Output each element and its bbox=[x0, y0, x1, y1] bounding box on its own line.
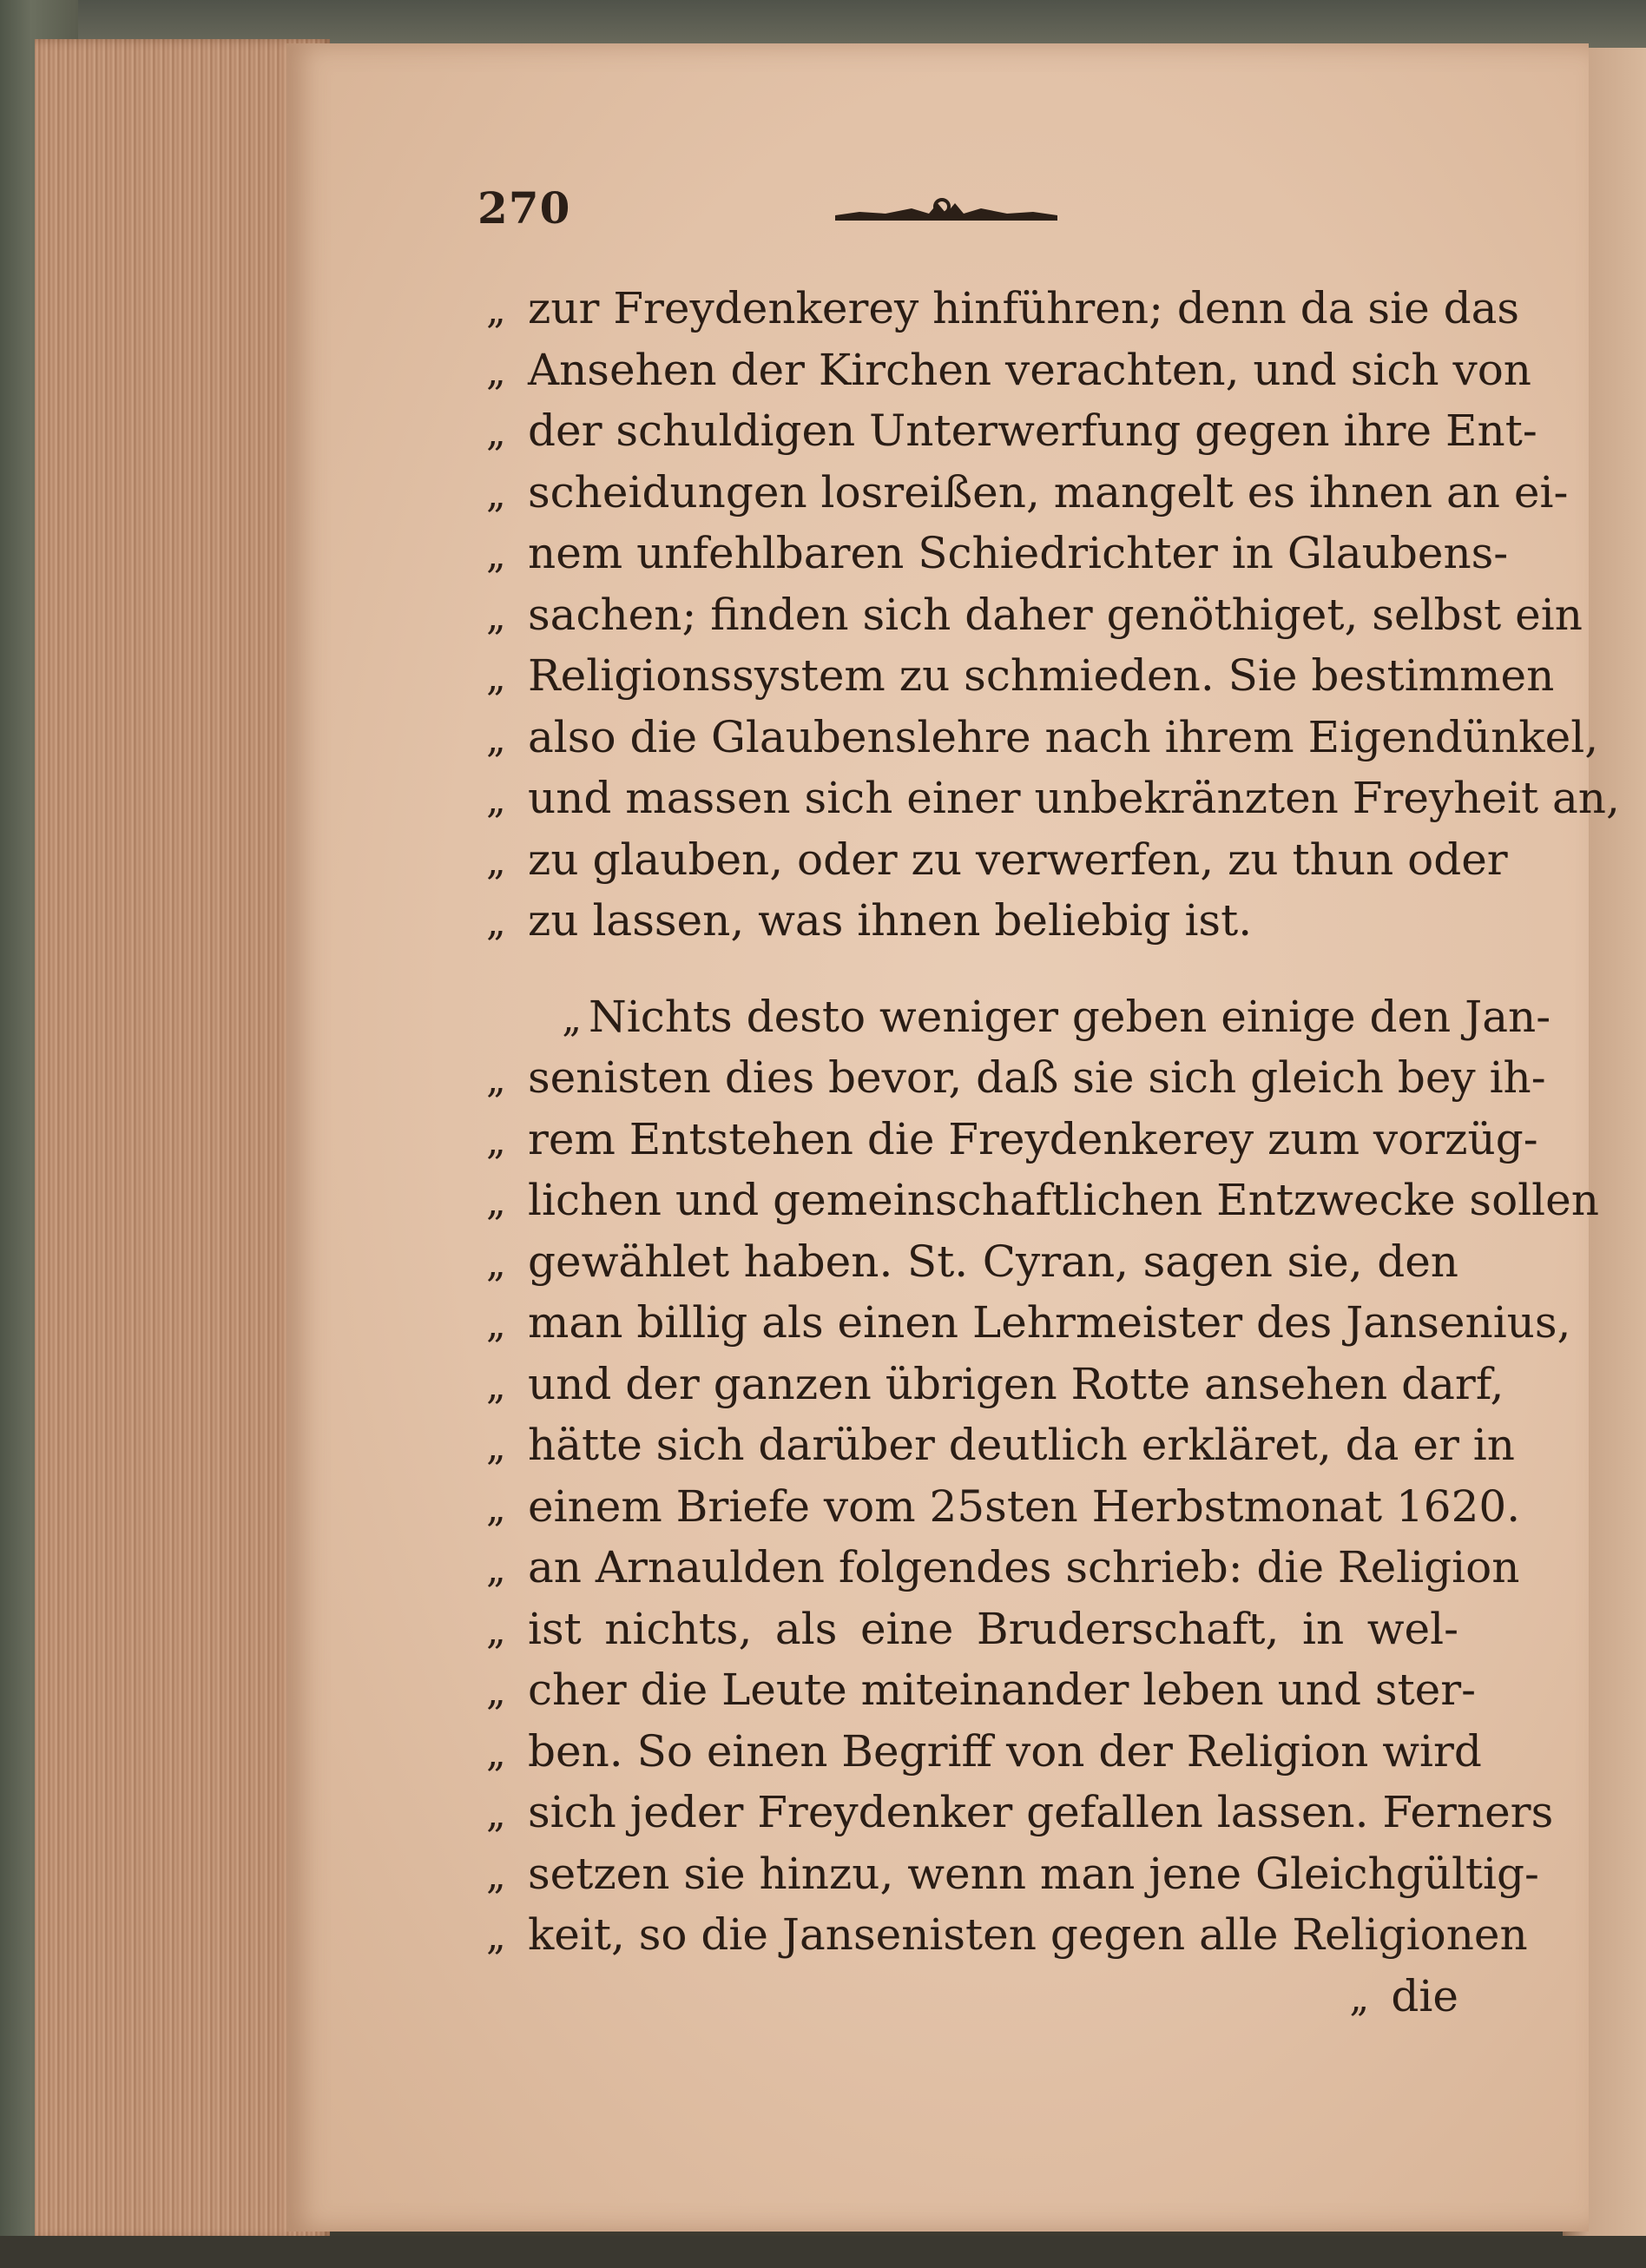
quote-mark: „ bbox=[486, 594, 506, 639]
line-text: sich jeder Freydenker gefallen lassen. Ferners bbox=[528, 1787, 1554, 1837]
quote-mark: „ bbox=[486, 1608, 506, 1653]
quote-mark: „ bbox=[486, 1670, 506, 1714]
header-ornament-icon bbox=[833, 194, 1059, 226]
paragraph-gap bbox=[486, 952, 1458, 986]
text-line bbox=[486, 462, 1569, 524]
page-number: 270 bbox=[477, 182, 571, 234]
text-line bbox=[486, 1599, 1458, 1660]
text-line bbox=[486, 1537, 1520, 1599]
text-line bbox=[486, 1354, 1504, 1415]
quote-mark: „ bbox=[486, 349, 506, 394]
line-text: ben. So einen Begriff von der Religion wird bbox=[528, 1725, 1482, 1777]
quote-mark: „ bbox=[486, 1425, 506, 1469]
line-text: Religionssystem zu schmieden. Sie bestimmen bbox=[528, 650, 1555, 701]
page-text bbox=[486, 278, 1620, 2027]
line-text: zur Freydenkerey hinführen; denn da sie das bbox=[528, 283, 1520, 333]
line-text: und der ganzen übrigen Rotte ansehen darf, bbox=[528, 1358, 1504, 1409]
quote-mark: „ bbox=[486, 1363, 506, 1408]
line-text: cher die Leute miteinander leben und ster- bbox=[528, 1665, 1477, 1715]
text-line bbox=[486, 1047, 1546, 1109]
line-text: an Arnaulden folgendes schrieb: die Religion bbox=[528, 1542, 1520, 1592]
text-line bbox=[486, 1843, 1539, 1905]
quote-mark: „ bbox=[486, 471, 506, 517]
text-line bbox=[486, 1476, 1521, 1538]
quote-mark: „ bbox=[486, 1792, 506, 1836]
line-text: setzen sie hinzu, wenn man jene Gleichgültig- bbox=[528, 1848, 1539, 1899]
quote-mark: „ bbox=[486, 533, 506, 577]
line-text: der schuldigen Unterwerfung gegen ihre Ent- bbox=[528, 405, 1537, 456]
line-text: und massen sich einer unbekränzten Freyheit an, bbox=[528, 773, 1620, 823]
page-header bbox=[477, 182, 1467, 234]
quote-mark: „ bbox=[486, 1180, 506, 1224]
text-line bbox=[486, 645, 1555, 707]
line-text: senisten dies bevor, daß sie sich gleich bey ih- bbox=[528, 1052, 1546, 1103]
text-line bbox=[486, 768, 1620, 829]
text-line bbox=[486, 523, 1509, 584]
text-line bbox=[486, 1782, 1554, 1843]
line-text: scheidungen losreißen, mangelt es ihnen an ei- bbox=[528, 466, 1569, 518]
text-line bbox=[486, 890, 1458, 952]
text-line bbox=[486, 1659, 1477, 1721]
quote-mark: „ bbox=[486, 1118, 506, 1164]
line-text: lichen und gemeinschaftlichen Entzwecke sollen bbox=[528, 1175, 1599, 1225]
line-text: zu glauben, oder zu verwerfen, zu thun oder bbox=[528, 834, 1508, 885]
line-text: sachen; finden sich daher genöthiget, selbst ein bbox=[528, 589, 1583, 640]
catchword: die bbox=[1391, 1970, 1458, 2021]
text-line bbox=[486, 400, 1537, 462]
line-text: gewählet haben. St. Cyran, sagen sie, den bbox=[528, 1236, 1458, 1287]
book-shadow-bottom bbox=[0, 2236, 1646, 2268]
text-line bbox=[486, 1109, 1538, 1170]
text-line bbox=[486, 707, 1599, 768]
text-line bbox=[486, 278, 1520, 340]
quote-mark: „ bbox=[486, 1853, 506, 1898]
text-line bbox=[486, 1721, 1482, 1783]
line-text: rem Entstehen die Freydenkerey zum vorzüg- bbox=[528, 1113, 1538, 1164]
text-line bbox=[486, 1170, 1599, 1231]
line-text: hätte sich darüber deutlich erkläret, da er in bbox=[528, 1420, 1515, 1470]
text-line bbox=[486, 1414, 1515, 1476]
line-text: Nichts desto weniger geben einige den Jan- bbox=[589, 991, 1551, 1042]
page-edges bbox=[35, 39, 330, 2240]
quote-mark: „ bbox=[486, 1241, 506, 1286]
quote-mark: „ bbox=[486, 716, 506, 761]
quote-mark: „ bbox=[562, 996, 582, 1041]
quote-mark: „ bbox=[486, 1058, 506, 1102]
quote-mark: „ bbox=[486, 1486, 506, 1531]
text-line bbox=[486, 340, 1532, 401]
line-text: man billig als einen Lehrmeister des Jansenius, bbox=[528, 1297, 1571, 1348]
text-line bbox=[486, 829, 1508, 891]
quote-mark: „ bbox=[486, 1731, 506, 1776]
text-line bbox=[486, 1904, 1528, 1966]
quote-mark: „ bbox=[486, 1302, 506, 1347]
line-text: keit, so die Jansenisten gegen alle Religionen bbox=[528, 1909, 1528, 1960]
quote-mark: „ bbox=[486, 900, 506, 945]
quote-mark: „ bbox=[486, 1547, 506, 1592]
line-text: nem unfehlbaren Schiedrichter in Glaubens- bbox=[528, 528, 1509, 578]
quote-mark: „ bbox=[486, 839, 506, 884]
quote-mark: „ bbox=[486, 1915, 506, 1959]
line-text: einem Briefe vom 25sten Herbstmonat 1620. bbox=[528, 1480, 1521, 1532]
catchword-line bbox=[486, 1966, 1458, 2027]
text-line bbox=[486, 986, 1551, 1048]
line-text: Ansehen der Kirchen verachten, und sich von bbox=[528, 344, 1532, 395]
quote-mark: „ bbox=[486, 656, 506, 700]
line-text: ist nichts, als eine Bruderschaft, in wel- bbox=[528, 1603, 1458, 1654]
quote-mark: „ bbox=[486, 778, 506, 822]
quote-mark: „ bbox=[486, 288, 506, 333]
text-line bbox=[486, 1231, 1458, 1293]
quote-mark: „ bbox=[1349, 1975, 1370, 2021]
line-text: also die Glaubenslehre nach ihrem Eigendünkel, bbox=[528, 711, 1599, 762]
line-text: zu lassen, was ihnen beliebig ist. bbox=[528, 895, 1253, 946]
text-line bbox=[486, 1292, 1571, 1354]
quote-mark: „ bbox=[486, 411, 506, 455]
text-line bbox=[486, 584, 1583, 646]
